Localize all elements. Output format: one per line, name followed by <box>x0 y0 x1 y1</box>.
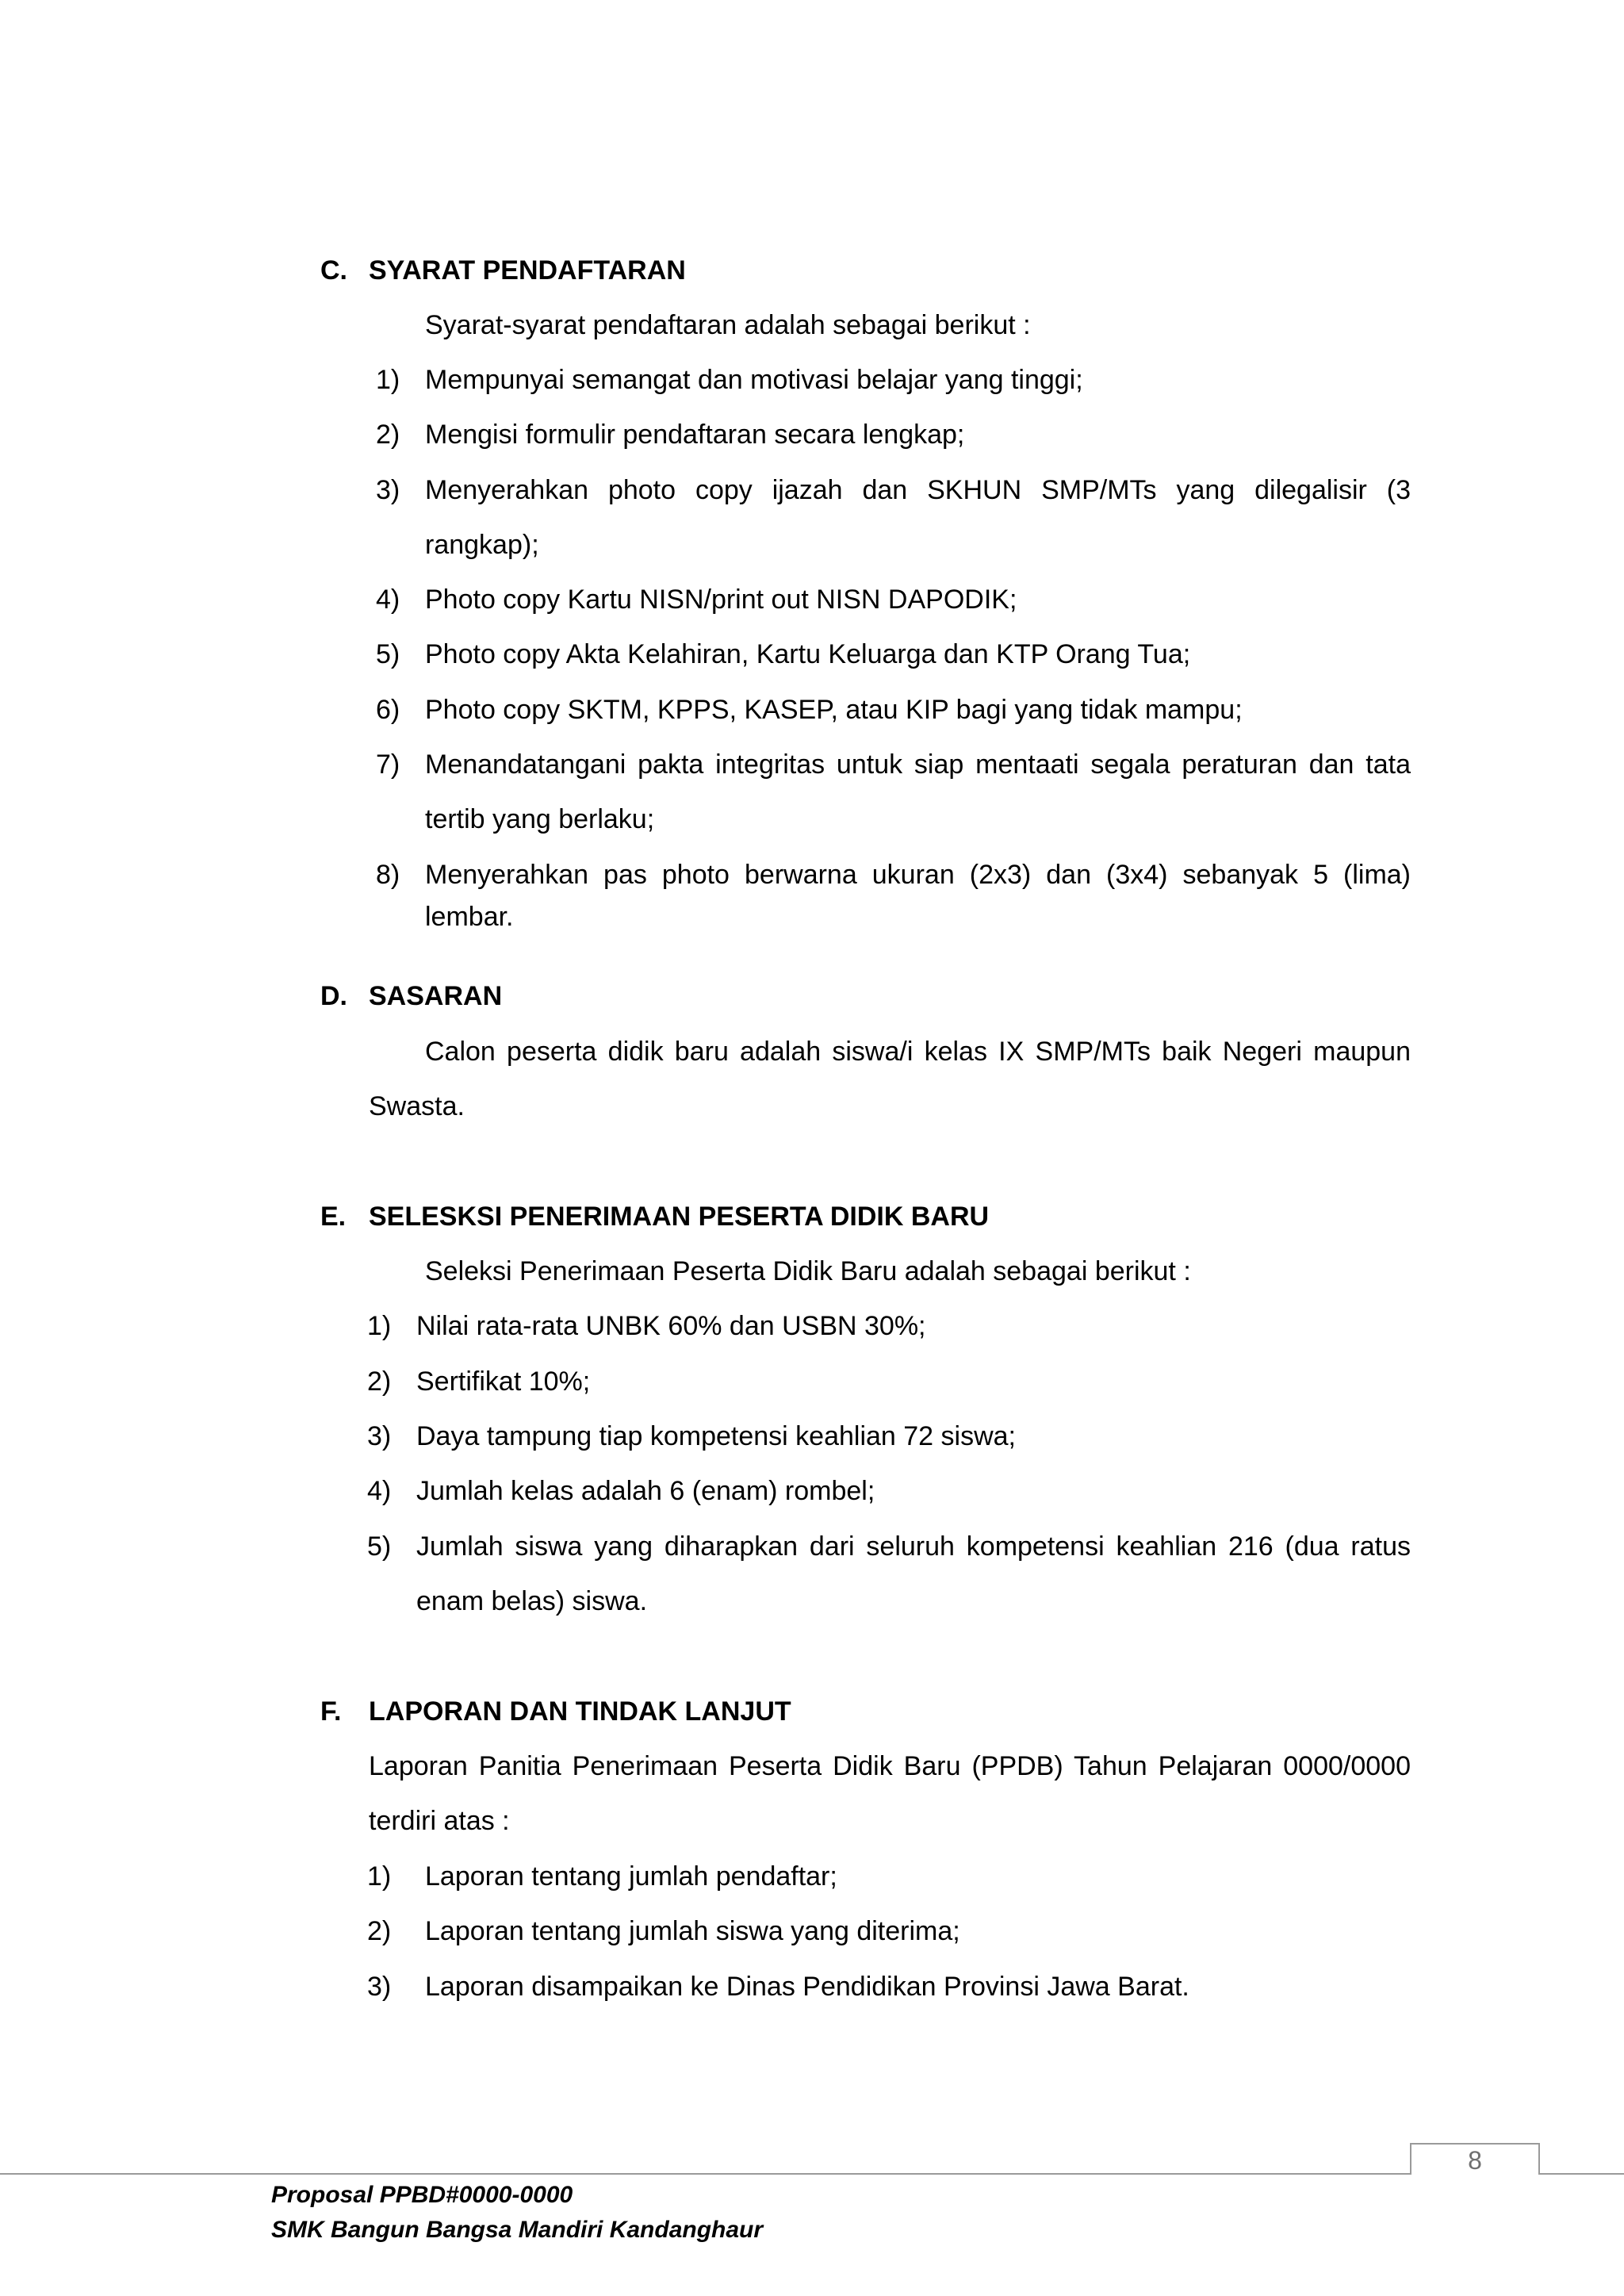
list-item: Nilai rata-rata UNBK 60% dan USBN 30%; <box>416 1311 926 1341</box>
list-item-number: 2) <box>376 420 400 450</box>
list-item-number: 5) <box>367 1531 392 1562</box>
list-item: Jumlah siswa yang diharapkan dari seluruh kompetensi keahlian 216 (dua ratus <box>416 1531 1411 1562</box>
section-c-title: SYARAT PENDAFTARAN <box>369 255 686 286</box>
section-f-intro: Laporan Panitia Penerimaan Peserta Didik Baru (PPDB) Tahun Pelajaran 0000/0000 <box>369 1751 1411 1781</box>
list-item-number: 7) <box>376 749 400 780</box>
list-item: Photo copy Kartu NISN/print out NISN DAPODIK; <box>425 585 1017 615</box>
list-item-continuation: lembar. <box>425 902 514 932</box>
list-item: Mengisi formulir pendaftaran secara lengkap; <box>425 420 965 450</box>
list-item-number: 6) <box>376 695 400 725</box>
list-item-number: 2) <box>367 1366 392 1397</box>
list-item: Menyerahkan photo copy ijazah dan SKHUN SMP/MTs yang dilegalisir (3 <box>425 475 1411 505</box>
list-item-number: 4) <box>376 585 400 615</box>
section-e-title: SELESKSI PENERIMAAN PESERTA DIDIK BARU <box>369 1202 990 1232</box>
list-item-continuation: enam belas) siswa. <box>416 1586 648 1616</box>
list-item: Laporan disampaikan ke Dinas Pendidikan Provinsi Jawa Barat. <box>425 1972 1189 2002</box>
list-item-number: 2) <box>367 1916 392 1946</box>
section-f-letter: F. <box>320 1696 342 1727</box>
section-d-letter: D. <box>320 981 347 1011</box>
section-d-title: SASARAN <box>369 981 503 1011</box>
footer-divider <box>0 2173 1624 2175</box>
section-c-letter: C. <box>320 255 347 286</box>
footer-school-name: SMK Bangun Bangsa Mandiri Kandanghaur <box>271 2217 764 2243</box>
list-item-number: 1) <box>367 1861 392 1892</box>
section-e-letter: E. <box>320 1202 347 1232</box>
list-item-number: 8) <box>376 860 400 890</box>
section-f-intro-continuation: terdiri atas : <box>369 1806 510 1836</box>
section-f-title: LAPORAN DAN TINDAK LANJUT <box>369 1696 791 1727</box>
list-item: Mempunyai semangat dan motivasi belajar yang tinggi; <box>425 365 1083 395</box>
section-e-intro: Seleksi Penerimaan Peserta Didik Baru adalah sebagai berikut : <box>425 1256 1191 1286</box>
list-item-number: 3) <box>367 1421 392 1451</box>
list-item-number: 5) <box>376 639 400 669</box>
list-item: Photo copy SKTM, KPPS, KASEP, atau KIP bagi yang tidak mampu; <box>425 695 1243 725</box>
section-d-paragraph-continuation: Swasta. <box>369 1091 465 1121</box>
list-item-number: 3) <box>367 1972 392 2002</box>
section-d-paragraph: Calon peserta didik baru adalah siswa/i kelas IX SMP/MTs baik Negeri maupun <box>425 1037 1411 1067</box>
list-item: Daya tampung tiap kompetensi keahlian 72 siswa; <box>416 1421 1016 1451</box>
section-c-intro: Syarat-syarat pendaftaran adalah sebagai berikut : <box>425 310 1031 340</box>
page-number: 8 <box>1468 2146 1482 2175</box>
list-item-number: 1) <box>376 365 400 395</box>
list-item: Laporan tentang jumlah siswa yang diterima; <box>425 1916 960 1946</box>
list-item-number: 1) <box>367 1311 392 1341</box>
list-item-continuation: tertib yang berlaku; <box>425 804 655 834</box>
list-item-continuation: rangkap); <box>425 530 539 560</box>
list-item: Laporan tentang jumlah pendaftar; <box>425 1861 837 1892</box>
list-item-number: 3) <box>376 475 400 505</box>
list-item: Jumlah kelas adalah 6 (enam) rombel; <box>416 1476 875 1506</box>
list-item: Photo copy Akta Kelahiran, Kartu Keluarga dan KTP Orang Tua; <box>425 639 1191 669</box>
list-item: Sertifikat 10%; <box>416 1366 591 1397</box>
footer-proposal-id: Proposal PPBD#0000-0000 <box>271 2182 573 2208</box>
list-item: Menyerahkan pas photo berwarna ukuran (2x3) dan (3x4) sebanyak 5 (lima) <box>425 860 1411 890</box>
list-item: Menandatangani pakta integritas untuk siap mentaati segala peraturan dan tata <box>425 749 1411 780</box>
list-item-number: 4) <box>367 1476 392 1506</box>
